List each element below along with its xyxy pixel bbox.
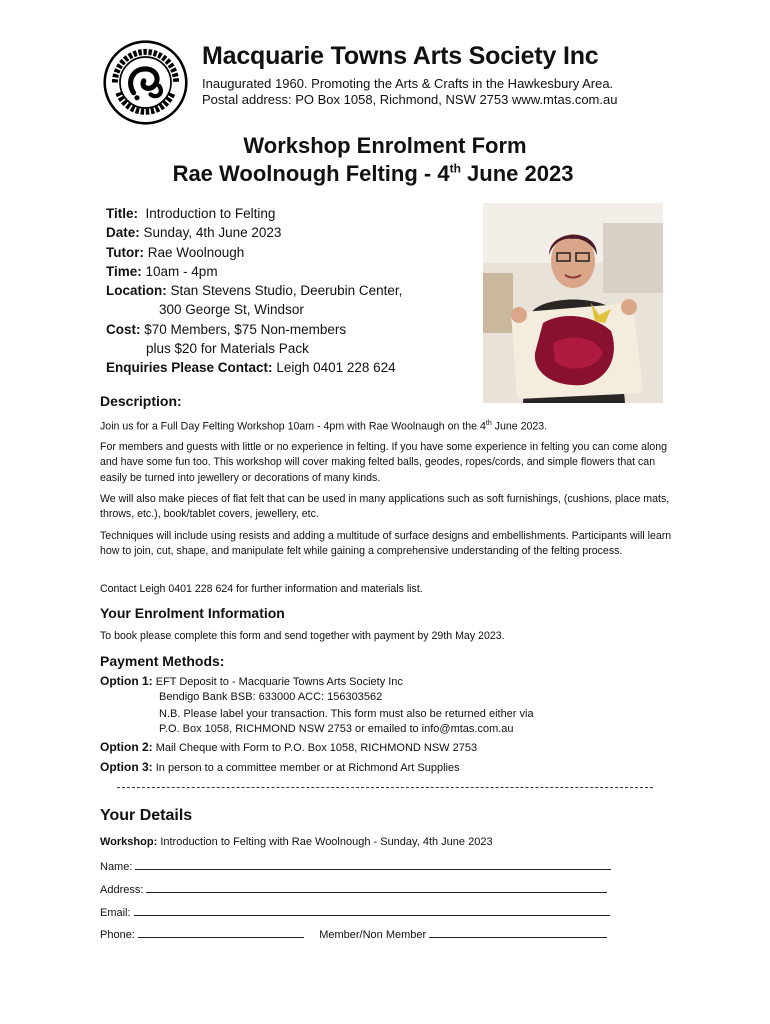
society-logo [103,40,188,125]
org-postal-address: Postal address: PO Box 1058, Richmond, NSW 2753 www.mtas.com.au [202,92,618,107]
cut-line-divider [117,787,653,788]
payment-option-2: Option 2: Mail Cheque with Form to P.O. Box 1058, RICHMOND NSW 2753 [100,740,478,754]
payment-option-1-bank: Bendigo Bank BSB: 633000 ACC: 156303562 [159,691,383,703]
address-field[interactable]: Address: [100,882,607,896]
detail-enquiries: Enquiries Please Contact: Leigh 0401 228 624 [106,360,396,376]
description-p4: Techniques will include using resists and adding a multitude of surface designs and embellishments. Participants will learn how to join, cut, shape, and manipulate felt while gaining a comprehensive understanding of the felting process. [100,530,672,558]
description-p3: We will also make pieces of flat felt that can be used in many applications such as soft furnishings, (cushions, place mats, throws, etc.), book/tablet covers, jewellery, etc. [100,493,670,521]
payment-option-3: Option 3: In person to a committee member or at Richmond Art Supplies [100,760,460,774]
detail-tutor: Tutor: Rae Woolnough [106,244,245,260]
description-p2: For members and guests with little or no experience in felting. If you have some experience in felting you can come along and have some fun too. This workshop will cover making felted balls, geodes, ropes/cords, and simple flowers that can easily be turned into jewellery or decorations of many kinds. [100,441,668,484]
name-field[interactable]: Name: [100,859,611,873]
payment-heading: Payment Methods: [100,653,225,669]
description-p1: Join us for a Full Day Felting Workshop 10am - 4pm with Rae Woolnaugh on the 4th June 2023. [100,420,548,433]
detail-cost: Cost: $70 Members, $75 Non-members [106,321,347,337]
payment-option-1-note: N.B. Please label your transaction. This form must also be returned either via [159,708,534,720]
description-p5: Contact Leigh 0401 228 624 for further information and materials list. [100,583,423,595]
tutor-photo [483,203,663,403]
enrolment-heading: Your Enrolment Information [100,605,285,621]
description-heading: Description: [100,393,182,409]
member-status-label: Member/Non Member [319,929,427,941]
org-name: Macquarie Towns Arts Society Inc [202,42,599,70]
detail-title: Title: Introduction to Felting [106,206,276,221]
form-subtitle: Rae Woolnough Felting - 4th June 2023 [172,161,574,186]
payment-option-1-note-2: P.O. Box 1058, RICHMOND NSW 2753 or emailed to info@mtas.com.au [159,723,514,735]
workshop-details [106,204,402,378]
form-title: Workshop Enrolment Form [243,133,527,158]
org-tagline: Inaugurated 1960. Promoting the Arts & Crafts in the Hawkesbury Area. [202,76,614,91]
detail-date: Date: Sunday, 4th June 2023 [106,225,282,241]
enrolment-text: To book please complete this form and send together with payment by 29th May 2023. [100,630,505,642]
detail-location: Location: Stan Stevens Studio, Deerubin Center, [106,283,403,299]
detail-cost-2: plus $20 for Materials Pack [146,341,309,357]
detail-time: Time: 10am - 4pm [106,263,218,279]
email-field[interactable]: Email: [100,905,610,919]
your-details-heading: Your Details [100,807,193,824]
workshop-field: Workshop: Introduction to Felting with Rae Woolnough - Sunday, 4th June 2023 [100,836,493,848]
detail-location-2: 300 George St, Windsor [159,302,304,318]
phone-field[interactable]: Phone: Member/Non Member [100,927,607,941]
payment-option-1: Option 1: EFT Deposit to - Macquarie Towns Arts Society Inc [100,674,403,688]
